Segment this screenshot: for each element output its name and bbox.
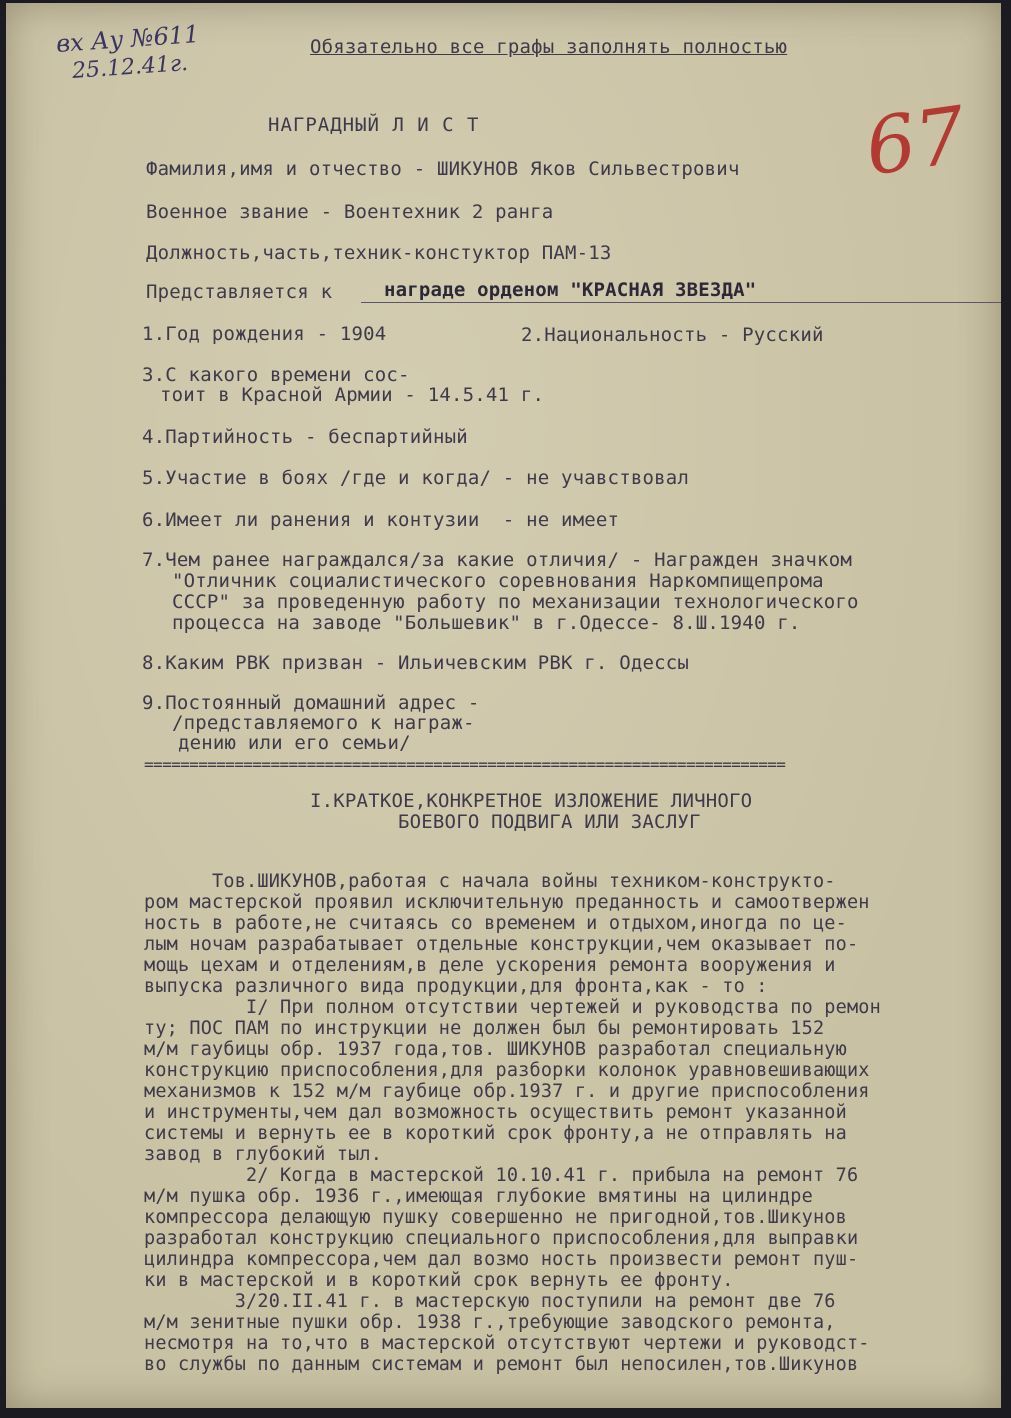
body-line: лым ночам разрабатывает отдельные конструкции,чем оказывает по- (144, 934, 859, 955)
body-line: завод в глубокий тыл. (144, 1144, 383, 1165)
field-address-3: дению или его семьи/ (178, 732, 411, 754)
field-conscripted: 8.Каким РВК призван - Ильичевским РВК г. Одессы (142, 652, 690, 674)
field-birth-year: 1.Год рождения - 1904 (142, 323, 387, 345)
body-line: несмотря на то,что в мастерской отсутствуют чертежи и руководст- (144, 1333, 870, 1354)
separator-line: ======================================================================= (144, 755, 786, 774)
handwritten-ref-number: вх Ау №611 (55, 20, 201, 58)
body-line: во службы по данным системам и ремонт был непосилен,тов.Шикунов (144, 1354, 859, 1375)
body-text (144, 871, 994, 1375)
body-line: компрессора делающую пушку совершенно не пригодной,тов.Шикунов (144, 1207, 847, 1228)
field-awards-4: процесса на заводе "Большевик" в г.Одессе- 8.Ш.1940 г. (172, 612, 801, 634)
body-line: ки в мастерской и в короткий срок вернуть ее фронту. (144, 1270, 734, 1291)
field-name: Фамилия,имя и отчество - ШИКУНОВ Яков Сильвестрович (146, 158, 740, 180)
award-underline (361, 302, 1001, 303)
field-service-2: тоит в Красной Армии - 14.5.41 г. (160, 384, 545, 406)
field-nationality: 2.Национальность - Русский (521, 324, 824, 346)
body-line: мощь цехам и отделениям,в деле ускорения ремонта вооружения и (144, 955, 836, 976)
body-line: разработал конструкцию специального приспособления,для выправки (144, 1228, 859, 1249)
award-sheet-page (6, 3, 1001, 1408)
handwritten-page-number: 67 (860, 90, 972, 194)
field-position: Должность,часть,техник-констуктор ПАМ-13 (146, 242, 612, 264)
body-line: ром мастерской проявил исключительную преданность и самоотвержен (144, 892, 870, 913)
field-address-2: /представляемого к награж- (172, 712, 475, 734)
document-title: НАГРАДНЫЙ Л И С Т (268, 114, 480, 136)
section-heading-1: I.КРАТКОЕ,КОНКРЕТНОЕ ИЗЛОЖЕНИЕ ЛИЧНОГО (310, 790, 753, 812)
field-party: 4.Партийность - беспартийный (142, 426, 468, 448)
body-line: м/м пушка обр. 1936 г.,имеющая глубокие вмятины на цилиндре (144, 1186, 813, 1207)
field-awards-2: "Отличник социалистического соревнования Наркомпищепрома (172, 570, 824, 592)
body-line: и инструменты,чем дал возможность осуществить ремонт указанной (144, 1102, 847, 1123)
field-awards-1: 7.Чем ранее награждался/за какие отличия/ - Награжден значком (142, 549, 852, 571)
field-nominated-prefix: Представляется к (146, 281, 333, 303)
body-line: цилиндра компрессора,чем дал возмо ность произвести ремонт пуш- (144, 1249, 859, 1270)
body-line: м/м зенитные пушки обр. 1938 г.,требующие заводского ремонта, (144, 1312, 836, 1333)
field-awards-3: СССР" за проведенную работу по механизации технологического (172, 591, 859, 613)
handwritten-ref-date: 25.12.41г. (71, 50, 189, 85)
header-notice: Обязательно все графы заполнять полностью (310, 36, 788, 58)
field-service-1: 3.С какого времени сос- (142, 364, 410, 386)
body-line: 2/ Когда в мастерской 10.10.41 г. прибыла на ремонт 76 (144, 1165, 859, 1186)
body-line: 3/20.II.41 г. в мастерскую поступили на ремонт две 76 (144, 1291, 836, 1312)
field-nominated-award: награде орденом "КРАСНАЯ ЗВЕЗДА" (384, 279, 757, 301)
body-line: механизмов к 152 м/м гаубице обр.1937 г. и другие приспособления (144, 1081, 870, 1102)
body-line: ность в работе,не считаясь со временем и отдыхом,иногда по це- (144, 913, 847, 934)
field-wounds: 6.Имеет ли ранения и контузии - не имеет (142, 509, 620, 531)
body-line: I/ При полном отсутствии чертежей и руководства по ремон (144, 997, 881, 1018)
field-battles: 5.Участие в боях /где и когда/ - не учавствовал (142, 467, 690, 489)
section-heading-2: БОЕВОГО ПОДВИГА ИЛИ ЗАСЛУГ (398, 811, 701, 833)
body-line: конструкцию приспособления,для разборки колонок уравновешивающих (144, 1060, 870, 1081)
field-rank: Военное звание - Воентехник 2 ранга (146, 201, 554, 223)
body-line: м/м гаубицы обр. 1937 года,тов. ШИКУНОВ разработал специальную (144, 1039, 847, 1060)
body-line: Тов.ШИКУНОВ,работая с начала войны техником-конструкто- (144, 871, 836, 892)
body-line: выпуска различного вида продукции,для фронта,как - то : (144, 976, 768, 997)
body-line: системы и вернуть ее в короткий срок фронту,а не отправлять на (144, 1123, 847, 1144)
body-line: ту; ПОС ПАМ по инструкции не должен был бы ремонтировать 152 (144, 1018, 825, 1039)
field-address-1: 9.Постоянный домашний адрес - (142, 692, 480, 714)
